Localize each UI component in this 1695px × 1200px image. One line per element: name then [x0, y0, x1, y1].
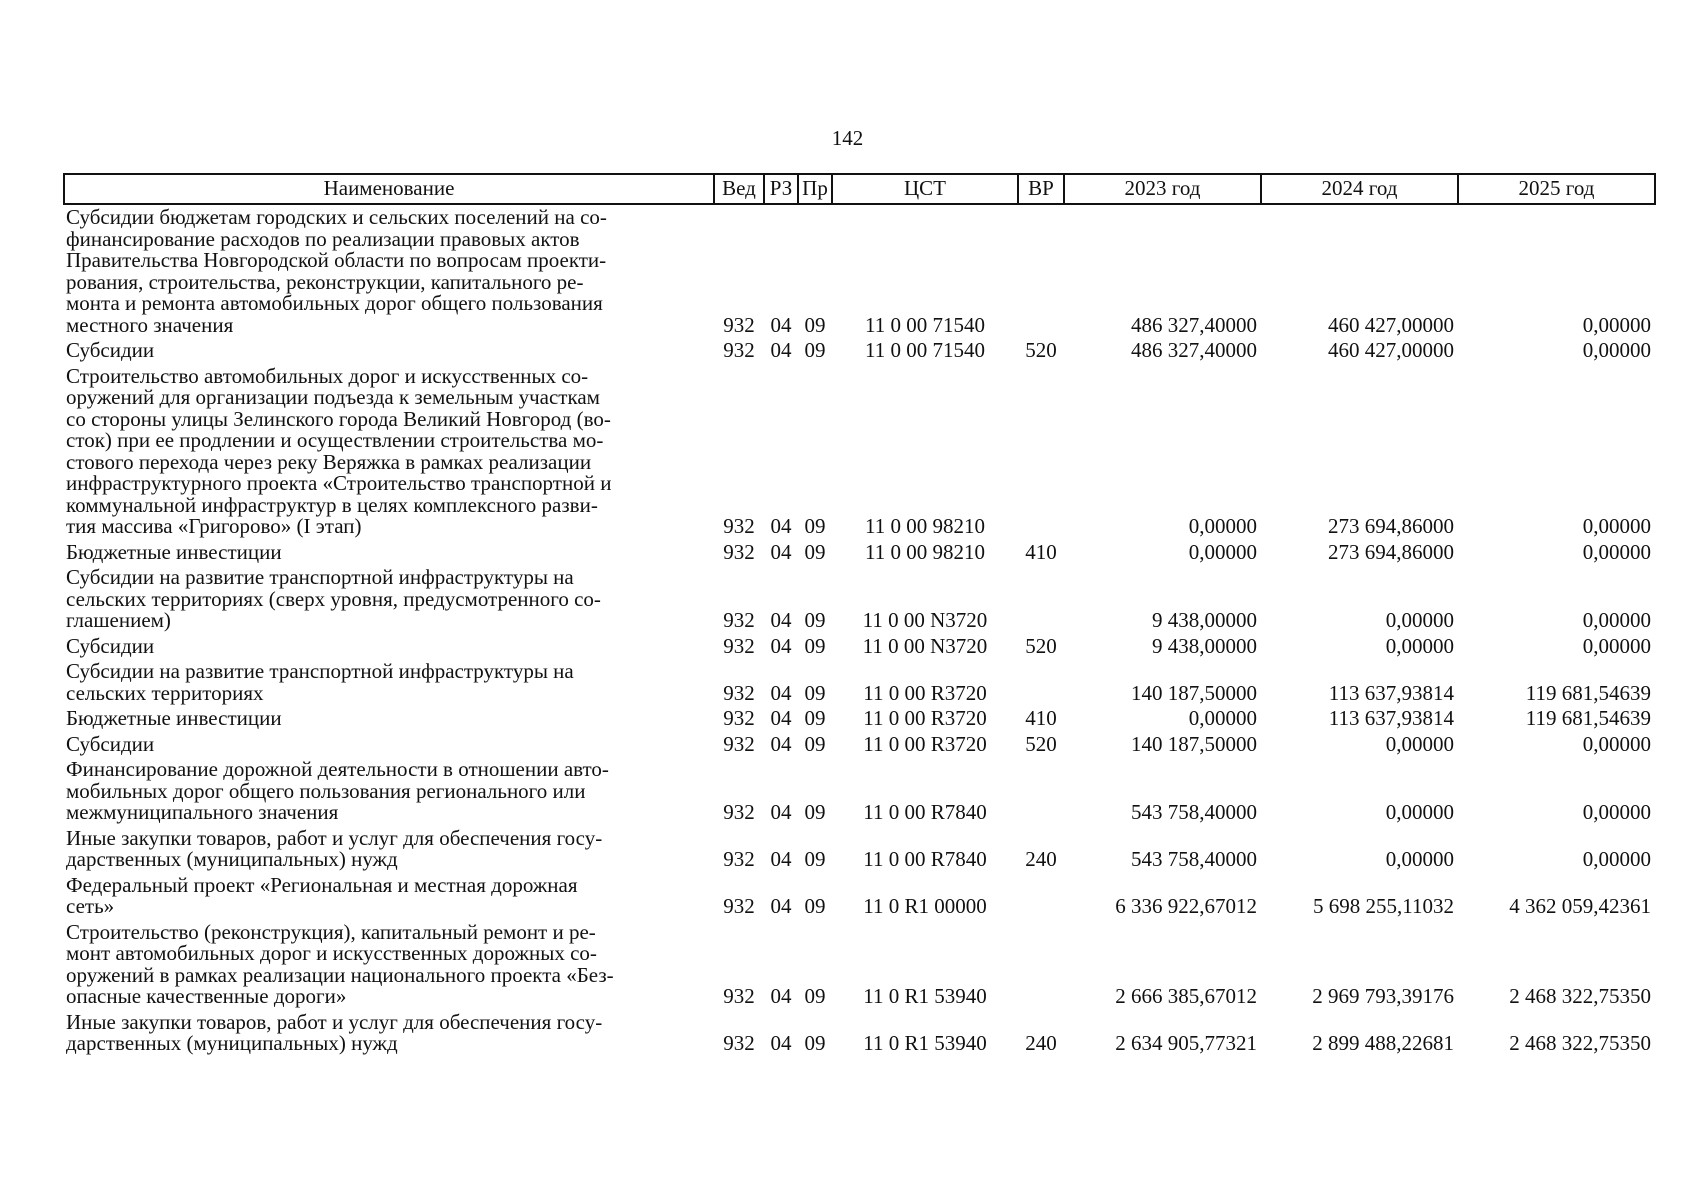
row-ved: 932	[723, 1031, 755, 1055]
row-name: Бюджетные инвестиции	[66, 539, 282, 564]
table-row	[64, 757, 1655, 826]
row-value-2025: 4 362 059,42361	[1509, 894, 1651, 918]
row-value-2024: 2 899 488,22681	[1312, 1031, 1454, 1055]
row-value-2024: 2 969 793,39176	[1312, 984, 1454, 1008]
row-rz: 04	[770, 608, 792, 632]
row-value-2024: 460 427,00000	[1328, 338, 1454, 362]
row-ved: 932	[723, 338, 755, 362]
row-value-2024: 0,00000	[1385, 608, 1454, 632]
row-rz: 04	[770, 338, 792, 362]
row-cst: 11 0 00 N3720	[862, 633, 988, 658]
row-value-2024: 0,00000	[1385, 847, 1454, 871]
row-pr: 09	[804, 608, 826, 632]
row-rz: 04	[770, 731, 792, 756]
row-ved: 932	[723, 800, 755, 824]
row-cst: 11 0 00 71540	[865, 338, 985, 362]
row-rz: 04	[770, 633, 792, 658]
row-vr: 520	[1025, 338, 1057, 362]
row-pr: 09	[804, 984, 826, 1008]
row-value-2023: 140 187,50000	[1131, 680, 1257, 705]
row-ved: 932	[723, 680, 755, 705]
row-ved: 932	[723, 312, 755, 337]
table-row	[64, 732, 1655, 758]
row-cst: 11 0 00 R3720	[863, 706, 987, 730]
row-name: Субсидии на развитие транспортной инфраструктуры на сельских территориях	[66, 659, 574, 705]
row-value-2025: 0,00000	[1582, 800, 1651, 824]
row-rz: 04	[770, 312, 792, 337]
row-ved: 932	[723, 984, 755, 1008]
row-pr: 09	[804, 894, 826, 918]
row-value-2025: 2 468 322,75350	[1509, 984, 1651, 1008]
table-row	[64, 338, 1655, 364]
table-row	[64, 659, 1655, 706]
table-row	[64, 920, 1655, 1010]
row-cst: 11 0 00 R7840	[863, 800, 987, 824]
row-cst: 11 0 R1 53940	[863, 1031, 987, 1055]
header-pr: Пр	[798, 174, 832, 204]
row-vr: 240	[1025, 847, 1057, 871]
row-name: Бюджетные инвестиции	[66, 706, 282, 730]
header-cst: ЦСТ	[832, 174, 1018, 204]
table-row	[64, 634, 1655, 660]
row-rz: 04	[770, 800, 792, 824]
row-value-2023: 9 438,00000	[1152, 633, 1257, 658]
row-cst: 11 0 R1 53940	[863, 984, 987, 1008]
row-ved: 932	[723, 731, 755, 756]
row-rz: 04	[770, 680, 792, 705]
row-value-2024: 0,00000	[1385, 731, 1454, 756]
row-value-2025: 0,00000	[1582, 633, 1651, 658]
row-cst: 11 0 00 R3720	[863, 680, 987, 705]
row-value-2025: 0,00000	[1582, 312, 1651, 337]
row-vr	[1018, 364, 1064, 540]
row-ved: 932	[723, 894, 755, 918]
row-name: Субсидии	[66, 633, 155, 658]
row-pr: 09	[804, 706, 826, 730]
row-ved: 932	[723, 608, 755, 632]
row-name: Строительство автомобильных дорог и искусственных со- оружений для организации подъезда к земельным участкам со стороны улицы Зелинского города Великий Новгород (во- сток) при ее продлении и осуществлении строительства мо- стового перехода через реку Веряжка в рамках реализации инфраструктурного проекта «Строительство транспортной и коммунальной инфраструктур в целях комплексного разви- тия массива «Григорово» (I этап)	[66, 363, 612, 538]
table-row	[64, 873, 1655, 920]
header-rz: РЗ	[764, 174, 798, 204]
row-pr: 09	[804, 800, 826, 824]
header-name: Наименование	[64, 174, 714, 204]
row-vr	[1018, 565, 1064, 634]
table-row	[64, 565, 1655, 634]
row-rz: 04	[770, 984, 792, 1008]
row-value-2024: 273 694,86000	[1328, 514, 1454, 538]
row-pr: 09	[804, 633, 826, 658]
header-vr: ВР	[1018, 174, 1064, 204]
row-cst: 11 0 R1 00000	[863, 894, 987, 918]
row-value-2023: 2 666 385,67012	[1115, 984, 1257, 1008]
row-ved: 932	[723, 539, 755, 564]
row-value-2025: 0,00000	[1582, 338, 1651, 362]
row-name: Иные закупки товаров, работ и услуг для обеспечения госу- дарственных (муниципальных) нужд	[66, 825, 603, 871]
row-vr	[1018, 920, 1064, 1010]
row-ved: 932	[723, 633, 755, 658]
table-row	[64, 1010, 1655, 1057]
row-pr: 09	[804, 338, 826, 362]
row-vr: 410	[1025, 539, 1057, 564]
row-rz: 04	[770, 706, 792, 730]
row-ved: 932	[723, 706, 755, 730]
row-name: Субсидии	[66, 731, 155, 756]
row-cst: 11 0 00 71540	[865, 312, 985, 337]
row-vr	[1018, 873, 1064, 920]
table-row	[64, 706, 1655, 732]
row-cst: 11 0 00 R3720	[863, 731, 987, 756]
table-row	[64, 540, 1655, 566]
row-value-2023: 0,00000	[1188, 539, 1257, 564]
row-vr	[1018, 659, 1064, 706]
row-pr: 09	[804, 731, 826, 756]
row-value-2023: 543 758,40000	[1131, 847, 1257, 871]
row-pr: 09	[804, 680, 826, 705]
row-value-2025: 0,00000	[1582, 608, 1651, 632]
row-value-2025: 0,00000	[1582, 539, 1651, 564]
row-value-2023: 543 758,40000	[1131, 800, 1257, 824]
row-vr: 520	[1025, 633, 1057, 658]
budget-table	[63, 173, 1656, 1057]
row-pr: 09	[804, 539, 826, 564]
row-value-2024: 0,00000	[1385, 800, 1454, 824]
header-ved: Вед	[714, 174, 764, 204]
row-value-2024: 5 698 255,11032	[1313, 894, 1454, 918]
table-row	[64, 826, 1655, 873]
row-value-2025: 2 468 322,75350	[1509, 1031, 1651, 1055]
row-name: Субсидии на развитие транспортной инфраструктуры на сельских территориях (сверх уровня, предусмотренного со- глашением)	[66, 565, 601, 632]
row-name: Федеральный проект «Региональная и местная дорожная сеть»	[66, 872, 578, 918]
row-ved: 932	[723, 847, 755, 871]
row-value-2024: 460 427,00000	[1328, 312, 1454, 337]
row-pr: 09	[804, 312, 826, 337]
row-vr	[1018, 204, 1064, 338]
row-pr: 09	[804, 847, 826, 871]
row-value-2025: 0,00000	[1582, 847, 1651, 871]
row-value-2023: 2 634 905,77321	[1115, 1031, 1257, 1055]
row-value-2025: 119 681,54639	[1525, 680, 1651, 705]
table-body	[64, 204, 1655, 1057]
row-cst: 11 0 00 98210	[865, 514, 985, 538]
row-value-2023: 0,00000	[1188, 514, 1257, 538]
table-row	[64, 204, 1655, 338]
row-cst: 11 0 00 N3720	[862, 608, 988, 632]
row-value-2025: 0,00000	[1582, 514, 1651, 538]
row-pr: 09	[804, 514, 826, 538]
row-rz: 04	[770, 847, 792, 871]
row-name: Иные закупки товаров, работ и услуг для обеспечения госу- дарственных (муниципальных) нужд	[66, 1009, 603, 1055]
row-ved: 932	[723, 514, 755, 538]
header-2025: 2025 год	[1458, 174, 1655, 204]
row-name: Субсидии	[66, 338, 155, 362]
row-value-2023: 9 438,00000	[1152, 608, 1257, 632]
row-value-2025: 0,00000	[1582, 731, 1651, 756]
header-2024: 2024 год	[1261, 174, 1458, 204]
row-value-2023: 486 327,40000	[1131, 338, 1257, 362]
row-value-2025: 119 681,54639	[1525, 706, 1651, 730]
row-value-2023: 486 327,40000	[1131, 312, 1257, 337]
table-header-row	[64, 174, 1655, 204]
row-rz: 04	[770, 1031, 792, 1055]
row-rz: 04	[770, 514, 792, 538]
row-value-2023: 0,00000	[1188, 706, 1257, 730]
row-cst: 11 0 00 R7840	[863, 847, 987, 871]
row-name: Финансирование дорожной деятельности в отношении авто- мобильных дорог общего пользования регионального или межмуниципального значения	[66, 757, 609, 824]
row-value-2024: 0,00000	[1385, 633, 1454, 658]
row-vr: 240	[1025, 1031, 1057, 1055]
row-value-2024: 113 637,93814	[1328, 680, 1454, 705]
row-cst: 11 0 00 98210	[865, 539, 985, 564]
row-name: Субсидии бюджетам городских и сельских поселений на со- финансирование расходов по реализации правовых актов Правительства Новгородской области по вопросам проекти- рования, строительства, реконструкции, капитального ре- монта и ремонта автомобильных дорог общего пользования местного значения	[66, 205, 607, 337]
row-vr: 520	[1025, 731, 1057, 756]
row-vr	[1018, 757, 1064, 826]
row-value-2023: 140 187,50000	[1131, 731, 1257, 756]
row-vr: 410	[1025, 706, 1057, 730]
row-value-2024: 273 694,86000	[1328, 539, 1454, 564]
table-row	[64, 364, 1655, 540]
row-rz: 04	[770, 894, 792, 918]
page-number: 142	[831, 126, 864, 150]
header-2023: 2023 год	[1064, 174, 1261, 204]
row-value-2024: 113 637,93814	[1328, 706, 1454, 730]
row-rz: 04	[770, 539, 792, 564]
row-name: Строительство (реконструкция), капитальный ремонт и ре- монт автомобильных дорог и искусственных дорожных со- оружений в рамках реализации национального проекта «Без- опасные качественные дороги»	[66, 919, 614, 1008]
row-pr: 09	[804, 1031, 826, 1055]
row-value-2023: 6 336 922,67012	[1115, 894, 1257, 918]
